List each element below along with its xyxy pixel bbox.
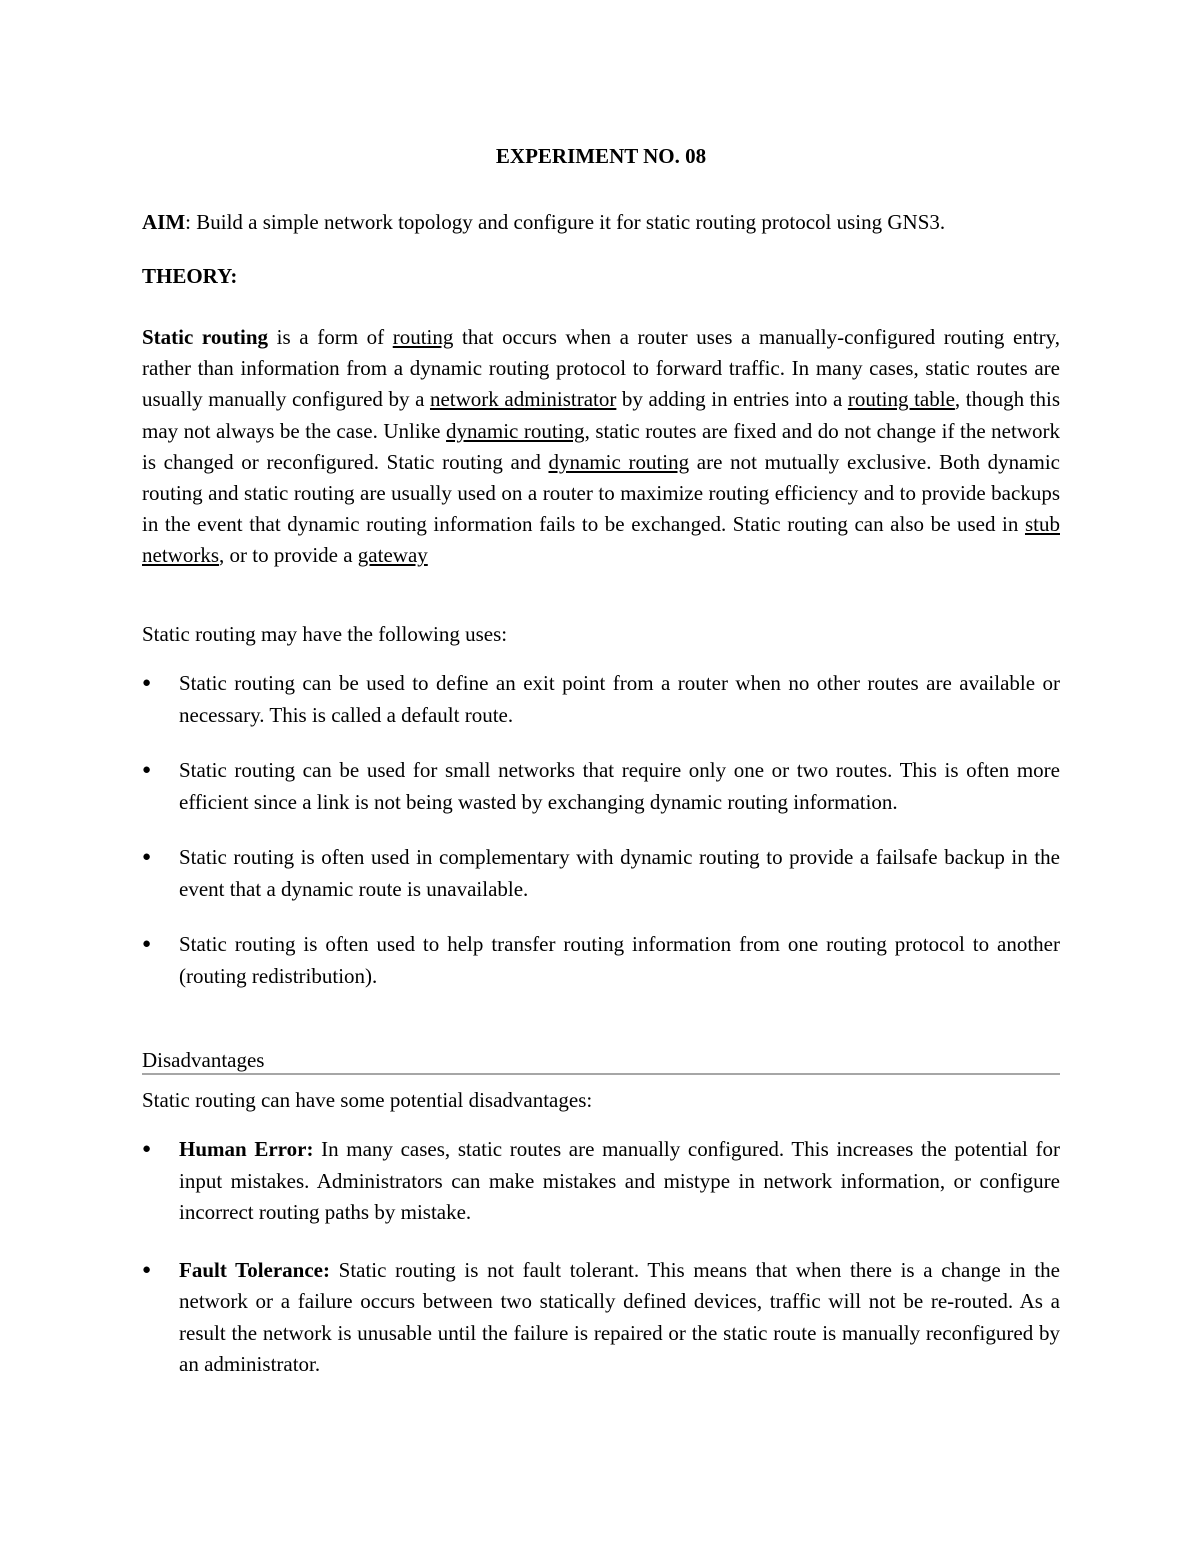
para-text: , though this may not always be the case. Unlike [142, 387, 1060, 443]
link-gateway[interactable]: gateway [357, 543, 428, 568]
bullet-icon: ● [142, 1261, 152, 1278]
disadvantages-heading: Disadvantages [142, 1048, 265, 1072]
list-item [142, 842, 1060, 905]
bullet-icon: ● [142, 849, 152, 865]
bullet-icon: ● [142, 1141, 152, 1157]
static-routing-term: Static routing [142, 325, 269, 349]
heading-divider [142, 1073, 1060, 1075]
aim-label: AIM [142, 210, 186, 234]
disadvantage-term: Fault Tolerance: [179, 1257, 330, 1282]
link-dynamic-routing-2[interactable]: dynamic routing [548, 449, 690, 474]
aim-line [142, 210, 1060, 235]
bullet-icon: ● [142, 675, 152, 691]
para-text: are not mutually exclusive. Both dynamic routing and static routing are usually used on a router to maximize routing efficiency and to provide backups in the event that dynamic routing information fails to be exchanged. Static routing can also be used in [142, 449, 1060, 537]
theory-paragraph [142, 322, 1060, 572]
disadvantage-text: In many cases, static routes are manually configured. This increases the potential for input mistakes. Administrators can make mistakes and mistype in network information, or configure incorrect routing paths by mistake. [179, 1137, 1060, 1224]
disadvantage-text: Static routing is not fault tolerant. This means that when there is a change in the network or a failure occurs between two statically defined devices, traffic will not be re-routed. As a result the network is unusable until the failure is repaired or the static route is manually reconfigured by an administrator. [179, 1257, 1060, 1376]
link-network-administrator[interactable]: network administrator [429, 387, 617, 412]
link-routing[interactable]: routing [392, 325, 454, 349]
bullet-icon: ● [142, 936, 152, 952]
disadvantages-list [142, 1134, 1060, 1407]
list-item-text: Static routing is often used in complementary with dynamic routing to provide a failsafe backup in the event that a dynamic route is unavailable. [179, 845, 1060, 901]
uses-intro: Static routing may have the following uses: [142, 622, 508, 646]
bullet-icon: ● [142, 762, 152, 778]
para-text: by adding in entries into a [616, 387, 848, 412]
link-stub-networks[interactable]: stub networks [142, 512, 1060, 568]
theory-heading: THEORY: [142, 264, 238, 288]
disadvantage-term: Human Error: [179, 1137, 314, 1161]
experiment-title: EXPERIMENT NO. 08 [495, 144, 707, 168]
uses-list [142, 668, 1060, 1016]
link-routing-table[interactable]: routing table [847, 387, 955, 412]
link-dynamic-routing[interactable]: dynamic routing [446, 418, 585, 443]
list-item [142, 755, 1060, 818]
list-item-text: Static routing can be used to define an exit point from a router when no other routes are available or necessary. This is called a default route. [179, 671, 1060, 727]
para-text: is a form of [268, 325, 393, 349]
para-text: , static routes are fixed and do not change if the network is changed or reconfigured. Static routing and [142, 418, 1060, 474]
list-item-text: Static routing is often used to help transfer routing information from one routing protocol to another (routing redistribution). [179, 932, 1060, 988]
para-text: , or to provide a [219, 543, 358, 568]
disadvantages-intro: Static routing can have some potential disadvantages: [142, 1088, 593, 1112]
list-item [142, 1134, 1060, 1229]
aim-text: : Build a simple network topology and configure it for static routing protocol using GNS3. [185, 210, 946, 234]
list-item-text: Static routing can be used for small networks that require only one or two routes. This is often more efficient since a link is not being wasted by exchanging dynamic routing information. [179, 758, 1060, 814]
list-item [142, 1255, 1060, 1381]
para-text: that occurs when a router uses a manually-configured routing entry, rather than information from a dynamic routing protocol to forward traffic. In many cases, static routes are usually manually configured by a [142, 325, 1060, 412]
list-item [142, 929, 1060, 992]
list-item [142, 668, 1060, 731]
